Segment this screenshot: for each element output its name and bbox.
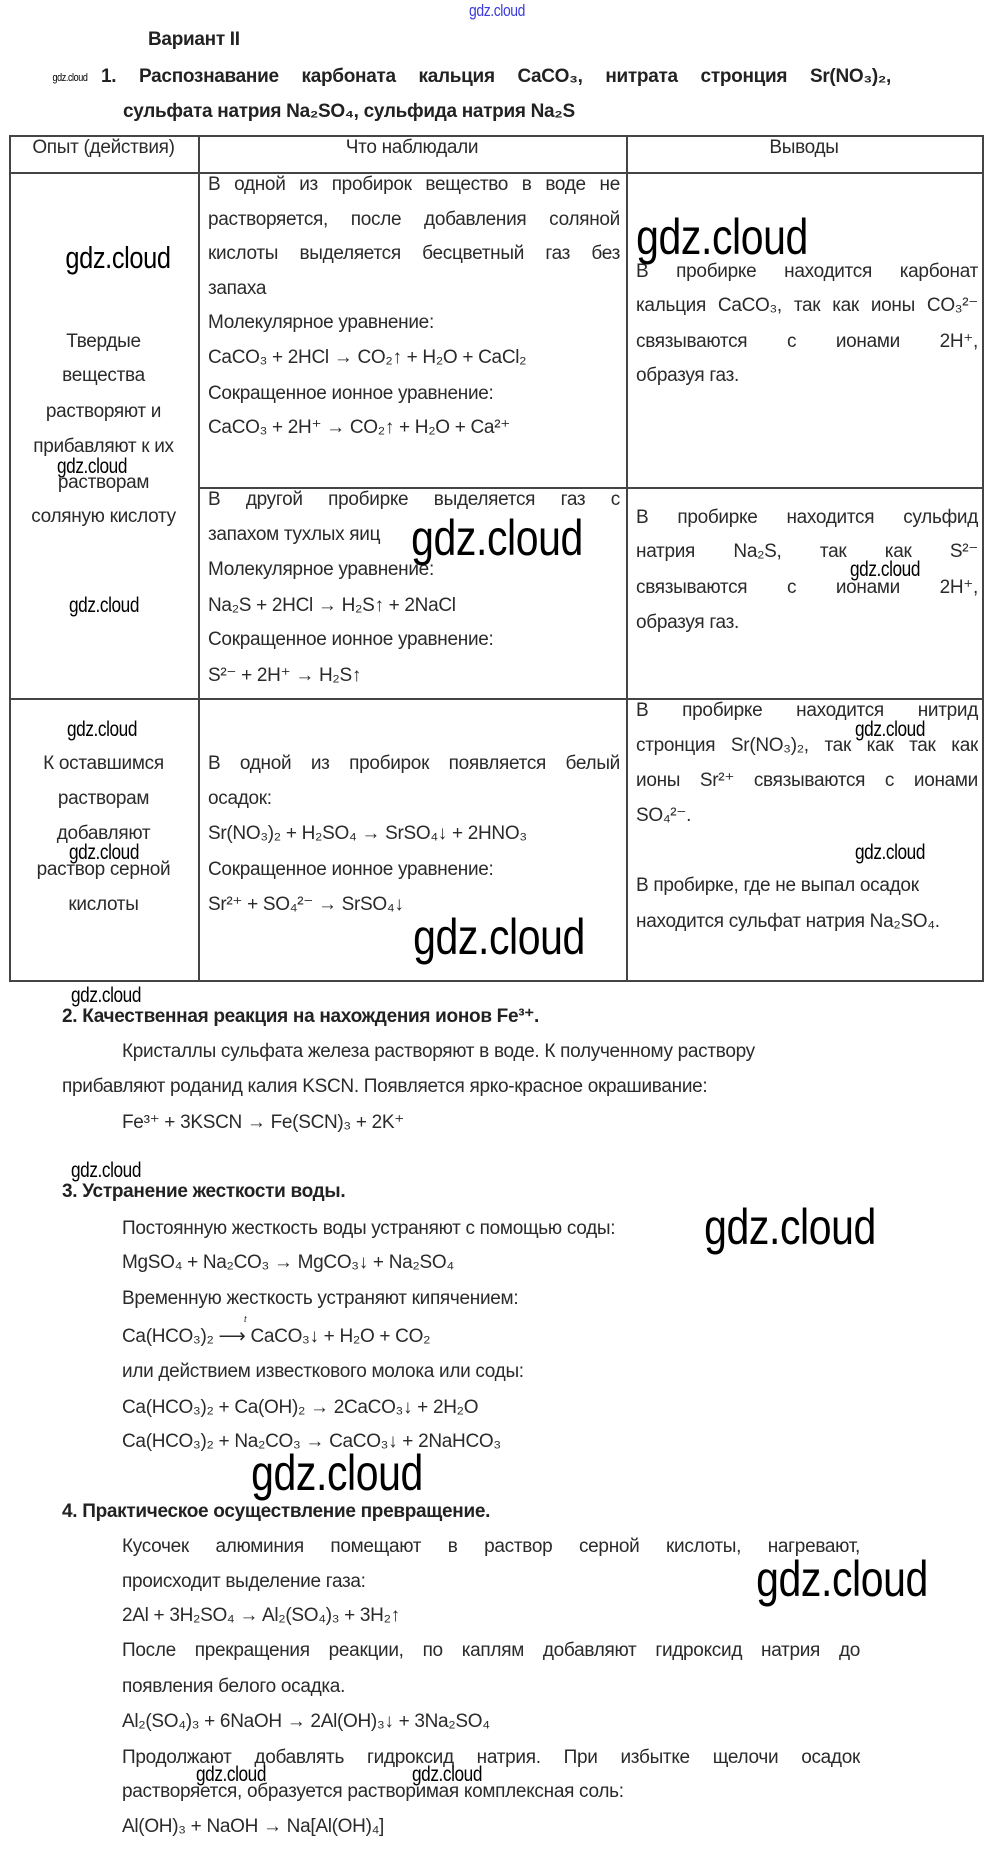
observed-line: Молекулярное уравнение: <box>208 559 434 580</box>
action-line: К оставшимся <box>43 753 164 774</box>
observed-line: растворяется, после добавления соляной <box>208 209 620 230</box>
observed-line: Сокращенное ионное уравнение: <box>208 859 494 880</box>
equation: S²⁻ + 2H⁺ → H₂S↑ <box>208 665 362 686</box>
conclusion-line: В пробирке, где не выпал осадок <box>636 875 919 896</box>
conclusion-line: В пробирке находится карбонат <box>636 261 978 282</box>
action-line: растворяют и <box>45 401 162 422</box>
watermark-small: gdz.cloud <box>52 72 88 84</box>
conclusion-line: ионы Sr²⁺ связываются с ионами <box>636 770 978 791</box>
equation: Sr(NO₃)₂ + H₂SO₄ → SrSO₄↓ + 2HNO₃ <box>208 823 527 844</box>
task1-title-line2: сульфата натрия Na₂SO₄, сульфида натрия Na₂S <box>123 101 575 122</box>
conclusion-line: стронция Sr(NO₃)₂, так как так как <box>636 735 978 756</box>
task2-title: 2. Качественная реакция на нахождения ионов Fe³⁺. <box>62 1006 539 1027</box>
conclusion-line: связываются с ионами 2H⁺, <box>636 331 978 352</box>
task2-line: прибавляют роданид калия KSCN. Появляется ярко-красное окрашивание: <box>62 1076 708 1097</box>
task2-line: Кристаллы сульфата железа растворяют в воде. К полученному раствору <box>122 1041 755 1062</box>
conclusion-line: образуя газ. <box>636 612 739 633</box>
task3-line: Постоянную жесткость воды устраняют с помощью соды: <box>122 1218 616 1239</box>
conclusion-line: В пробирке находится нитрид <box>636 700 978 721</box>
task3-line: или действием известкового молока или соды: <box>122 1361 524 1382</box>
watermark: gdz.cloud <box>413 909 585 965</box>
watermark: gdz.cloud <box>56 455 128 478</box>
watermark: gdz.cloud <box>411 1763 483 1786</box>
observed-line: Молекулярное уравнение: <box>208 312 434 333</box>
watermark: gdz.cloud <box>65 240 171 275</box>
conclusion-line: находится сульфат натрия Na₂SO₄. <box>636 911 940 932</box>
watermark: gdz.cloud <box>66 718 138 741</box>
observed-line: осадок: <box>208 788 272 809</box>
action-line: раствор серной <box>36 859 171 880</box>
task4-line: происходит выделение газа: <box>122 1571 366 1592</box>
action-line: добавляют <box>56 823 151 844</box>
action-line: соляную кислоту <box>31 506 176 527</box>
task4-title: 4. Практическое осуществление превращение. <box>62 1501 491 1522</box>
conclusion-line: В пробирке находится сульфид <box>636 507 978 528</box>
equation: CaCO₃ + 2HCl → CO₂↑ + H₂O + CaCl₂ <box>208 347 527 368</box>
action-line: растворам <box>57 788 150 809</box>
equation: Fe³⁺ + 3KSCN → Fe(SCN)₃ + 2K⁺ <box>122 1112 404 1133</box>
task4-line: растворяется, образуется растворимая комплексная соль: <box>122 1781 624 1802</box>
equation: Ca(HCO₃)₂ ⟶ CaCO₃↓ + H₂O + CO₂ <box>122 1326 431 1347</box>
conclusion-line: кальция CaCO₃, так как ионы CO₃²⁻ <box>636 295 978 316</box>
observed-line: В одной из пробирок вещество в воде не <box>208 174 620 195</box>
task3-line: Временную жесткость устраняют кипячением: <box>122 1288 519 1309</box>
header-action: Опыт (действия) <box>32 137 175 158</box>
conclusion-line: натрия Na₂S, так как S²⁻ <box>636 541 978 562</box>
observed-line: кислоты выделяется бесцветный газ без <box>208 243 620 264</box>
watermark: gdz.cloud <box>411 510 583 566</box>
watermark: gdz.cloud <box>195 1763 267 1786</box>
watermark: gdz.cloud <box>854 841 926 864</box>
header-observed: Что наблюдали <box>345 137 479 158</box>
action-line: прибавляют к их <box>33 436 174 457</box>
action-line: Твердые <box>66 331 141 352</box>
equation: Ca(HCO₃)₂ + Ca(OH)₂ → 2CaCO₃↓ + 2H₂O <box>122 1397 479 1418</box>
watermark: gdz.cloud <box>636 209 808 265</box>
watermark: gdz.cloud <box>68 841 140 864</box>
watermark: gdz.cloud <box>70 1159 142 1182</box>
task4-line: появления белого осадка. <box>122 1676 346 1697</box>
equation: Sr²⁺ + SO₄²⁻ → SrSO₄↓ <box>208 894 404 915</box>
conclusion-line: связываются с ионами 2H⁺, <box>636 577 978 598</box>
watermark: gdz.cloud <box>251 1445 423 1501</box>
conclusion-line: образуя газ. <box>636 365 739 386</box>
watermark: gdz.cloud <box>704 1199 876 1255</box>
action-line: растворам <box>57 472 150 493</box>
observed-line: В другой пробирке выделяется газ с <box>208 489 620 510</box>
observed-line: В одной из пробирок появляется белый <box>208 753 620 774</box>
task3-title: 3. Устранение жесткости воды. <box>62 1181 346 1202</box>
variant-title: Вариант II <box>148 29 240 50</box>
task4-line: Продолжают добавлять гидроксид натрия. При избытке щелочи осадок <box>122 1747 860 1768</box>
watermark: gdz.cloud <box>70 984 142 1007</box>
watermark: gdz.cloud <box>756 1551 928 1607</box>
header-conclusion: Выводы <box>769 137 839 158</box>
watermark-top: gdz.cloud <box>469 1 525 20</box>
watermark: gdz.cloud <box>854 718 926 741</box>
observed-line: запаха <box>208 278 267 299</box>
watermark: gdz.cloud <box>68 594 140 617</box>
equation: Al₂(SO₄)₃ + 6NaOH → 2Al(OH)₃↓ + 3Na₂SO₄ <box>122 1711 490 1732</box>
watermark: gdz.cloud <box>849 558 921 581</box>
task4-line: После прекращения реакции, по каплям добавляют гидроксид натрия до <box>122 1640 860 1661</box>
equation: CaCO₃ + 2H⁺ → CO₂↑ + H₂O + Ca²⁺ <box>208 417 510 438</box>
task1-title-line1: 1. Распознавание карбоната кальция CaCO₃, нитрата стронция Sr(NO₃)₂, <box>101 66 891 87</box>
equation: 2Al + 3H₂SO₄ → Al₂(SO₄)₃ + 3H₂↑ <box>122 1605 400 1626</box>
equation: Na₂S + 2HCl → H₂S↑ + 2NaCl <box>208 595 456 616</box>
action-line: вещества <box>62 365 145 386</box>
observed-line: запахом тухлых яиц <box>208 524 381 545</box>
equation: Al(OH)₃ + NaOH → Na[Al(OH)₄] <box>122 1816 385 1837</box>
action-line: кислоты <box>68 894 139 915</box>
equation: MgSO₄ + Na₂CO₃ → MgCO₃↓ + Na₂SO₄ <box>122 1252 454 1273</box>
task4-line: Кусочек алюминия помещают в раствор серной кислоты, нагревают, <box>122 1536 860 1557</box>
observed-line: Сокращенное ионное уравнение: <box>208 629 494 650</box>
observed-line: Сокращенное ионное уравнение: <box>208 383 494 404</box>
arrow-label-temperature: t <box>244 1314 247 1324</box>
conclusion-line: SO₄²⁻. <box>636 805 692 826</box>
equation: Ca(HCO₃)₂ + Na₂CO₃ → CaCO₃↓ + 2NaHCO₃ <box>122 1431 501 1452</box>
